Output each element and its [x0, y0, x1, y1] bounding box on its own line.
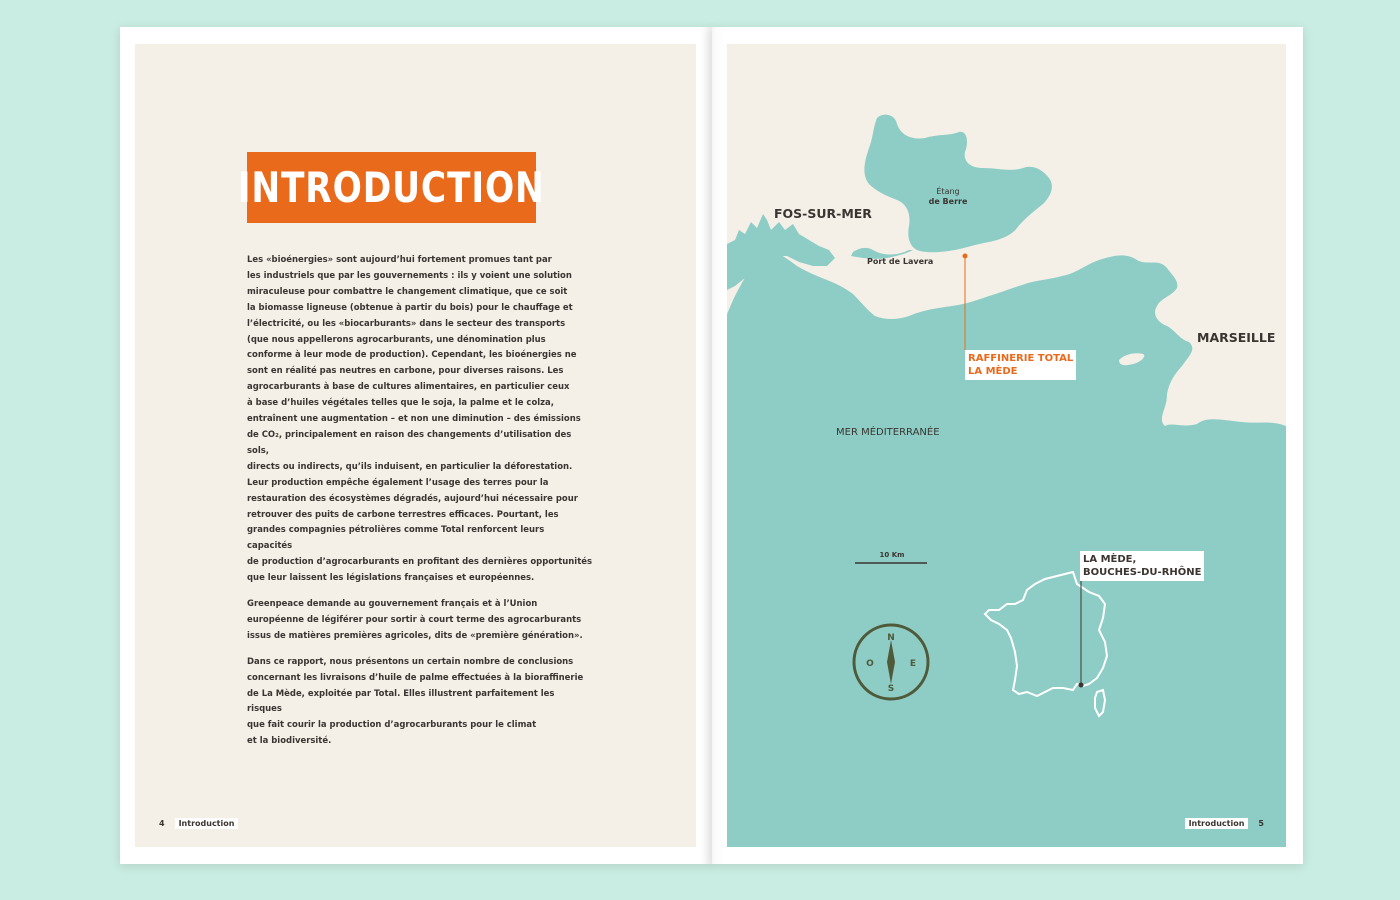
paragraph-1: Les «bioénergies» sont aujourd’hui fortement promues tant par les industriels que par les gouvernements : ils y voient une solution miraculeuse pour combattre le changement climatique, que ce soit la biomasse ligneuse (obtenue à partir du bois) pour le chauffage et l’électricité, ou les «biocarburants» dans le secteur des transports (que nous appellerons agrocarburants, une dénomination plus conforme à leur mode de production). Cependant, les bioénergies ne sont en réalité pas neutres en carbone, pour diverses raisons. Les agrocarburants à base de cultures alimentaires, en particulier ceux à base d’huiles végétales telles que le soja, la palme et le colza, entraînent une augmentation – et non une diminution – des émissions de CO₂, principalement en raison des changements d’utilisation des sols, directs ou indirects, qu’ils induisent, en particulier la déforestation. Leur production empêche également l’usage des terres pour la restauration des écosystèmes dégradés, aujourd’hui nécessaire pour retrouver des puits de carbone terrestres efficaces. Pourtant, les grandes compagnies pétrolières comme Total renforcent leurs capacités de production d’agrocarburants en profitant des dernières opportunités que leur laissent les législations françaises et européennes. [247, 254, 593, 584]
callout-la-mede: LA MÈDE, BOUCHES-DU-RHÔNE [1080, 551, 1204, 581]
page-number: 4 [159, 819, 165, 828]
map-svg [727, 44, 1286, 847]
frioul-island [1119, 353, 1144, 365]
page-number-right: 5 [1258, 819, 1264, 828]
label-etang-1: Étang [936, 187, 960, 196]
refinery-pin [963, 254, 968, 259]
label-sea: MER MÉDITERRANÉE [836, 427, 940, 438]
compass-n: N [887, 633, 895, 643]
compass-o: O [866, 659, 874, 669]
section-label-right: Introduction [1185, 818, 1249, 829]
label-fos-sur-mer: FOS-SUR-MER [774, 206, 872, 221]
label-marseille: MARSEILLE [1197, 330, 1276, 345]
page-title: INTRODUCTION [237, 163, 546, 212]
right-page-map [727, 44, 1286, 847]
footer-left [159, 818, 238, 829]
section-label: Introduction [175, 818, 239, 829]
paragraph-2: Greenpeace demande au gouvernement français et à l’Union européenne de légiférer pour sortir à court terme des agrocarburants issus de matières premières agricoles, dits de «première génération». [247, 598, 583, 641]
france-outline [985, 572, 1107, 696]
compass-rose [854, 625, 928, 699]
title-banner [237, 152, 546, 223]
paragraph-3: Dans ce rapport, nous présentons un certain nombre de conclusions concernant les livraisons d’huile de palme effectuées à la bioraffinerie de La Mède, exploitée par Total. Elles illustrent parfaitement les risques que fait courir la production d’agrocarburants pour le climat et la biodiversité. [247, 655, 584, 747]
callout-refinery: RAFFINERIE TOTAL LA MÈDE [965, 350, 1076, 380]
lamede-pin [1079, 683, 1084, 688]
scale-label: 10 Km [879, 551, 905, 559]
label-etang-2: de Berre [928, 197, 968, 206]
corsica-outline [1095, 690, 1105, 716]
compass-e: E [909, 659, 917, 669]
footer-right [1185, 818, 1264, 829]
left-page [135, 44, 696, 847]
compass-s: S [887, 684, 895, 694]
intro-body [247, 252, 592, 759]
label-port-lavera: Port de Lavera [867, 257, 934, 266]
